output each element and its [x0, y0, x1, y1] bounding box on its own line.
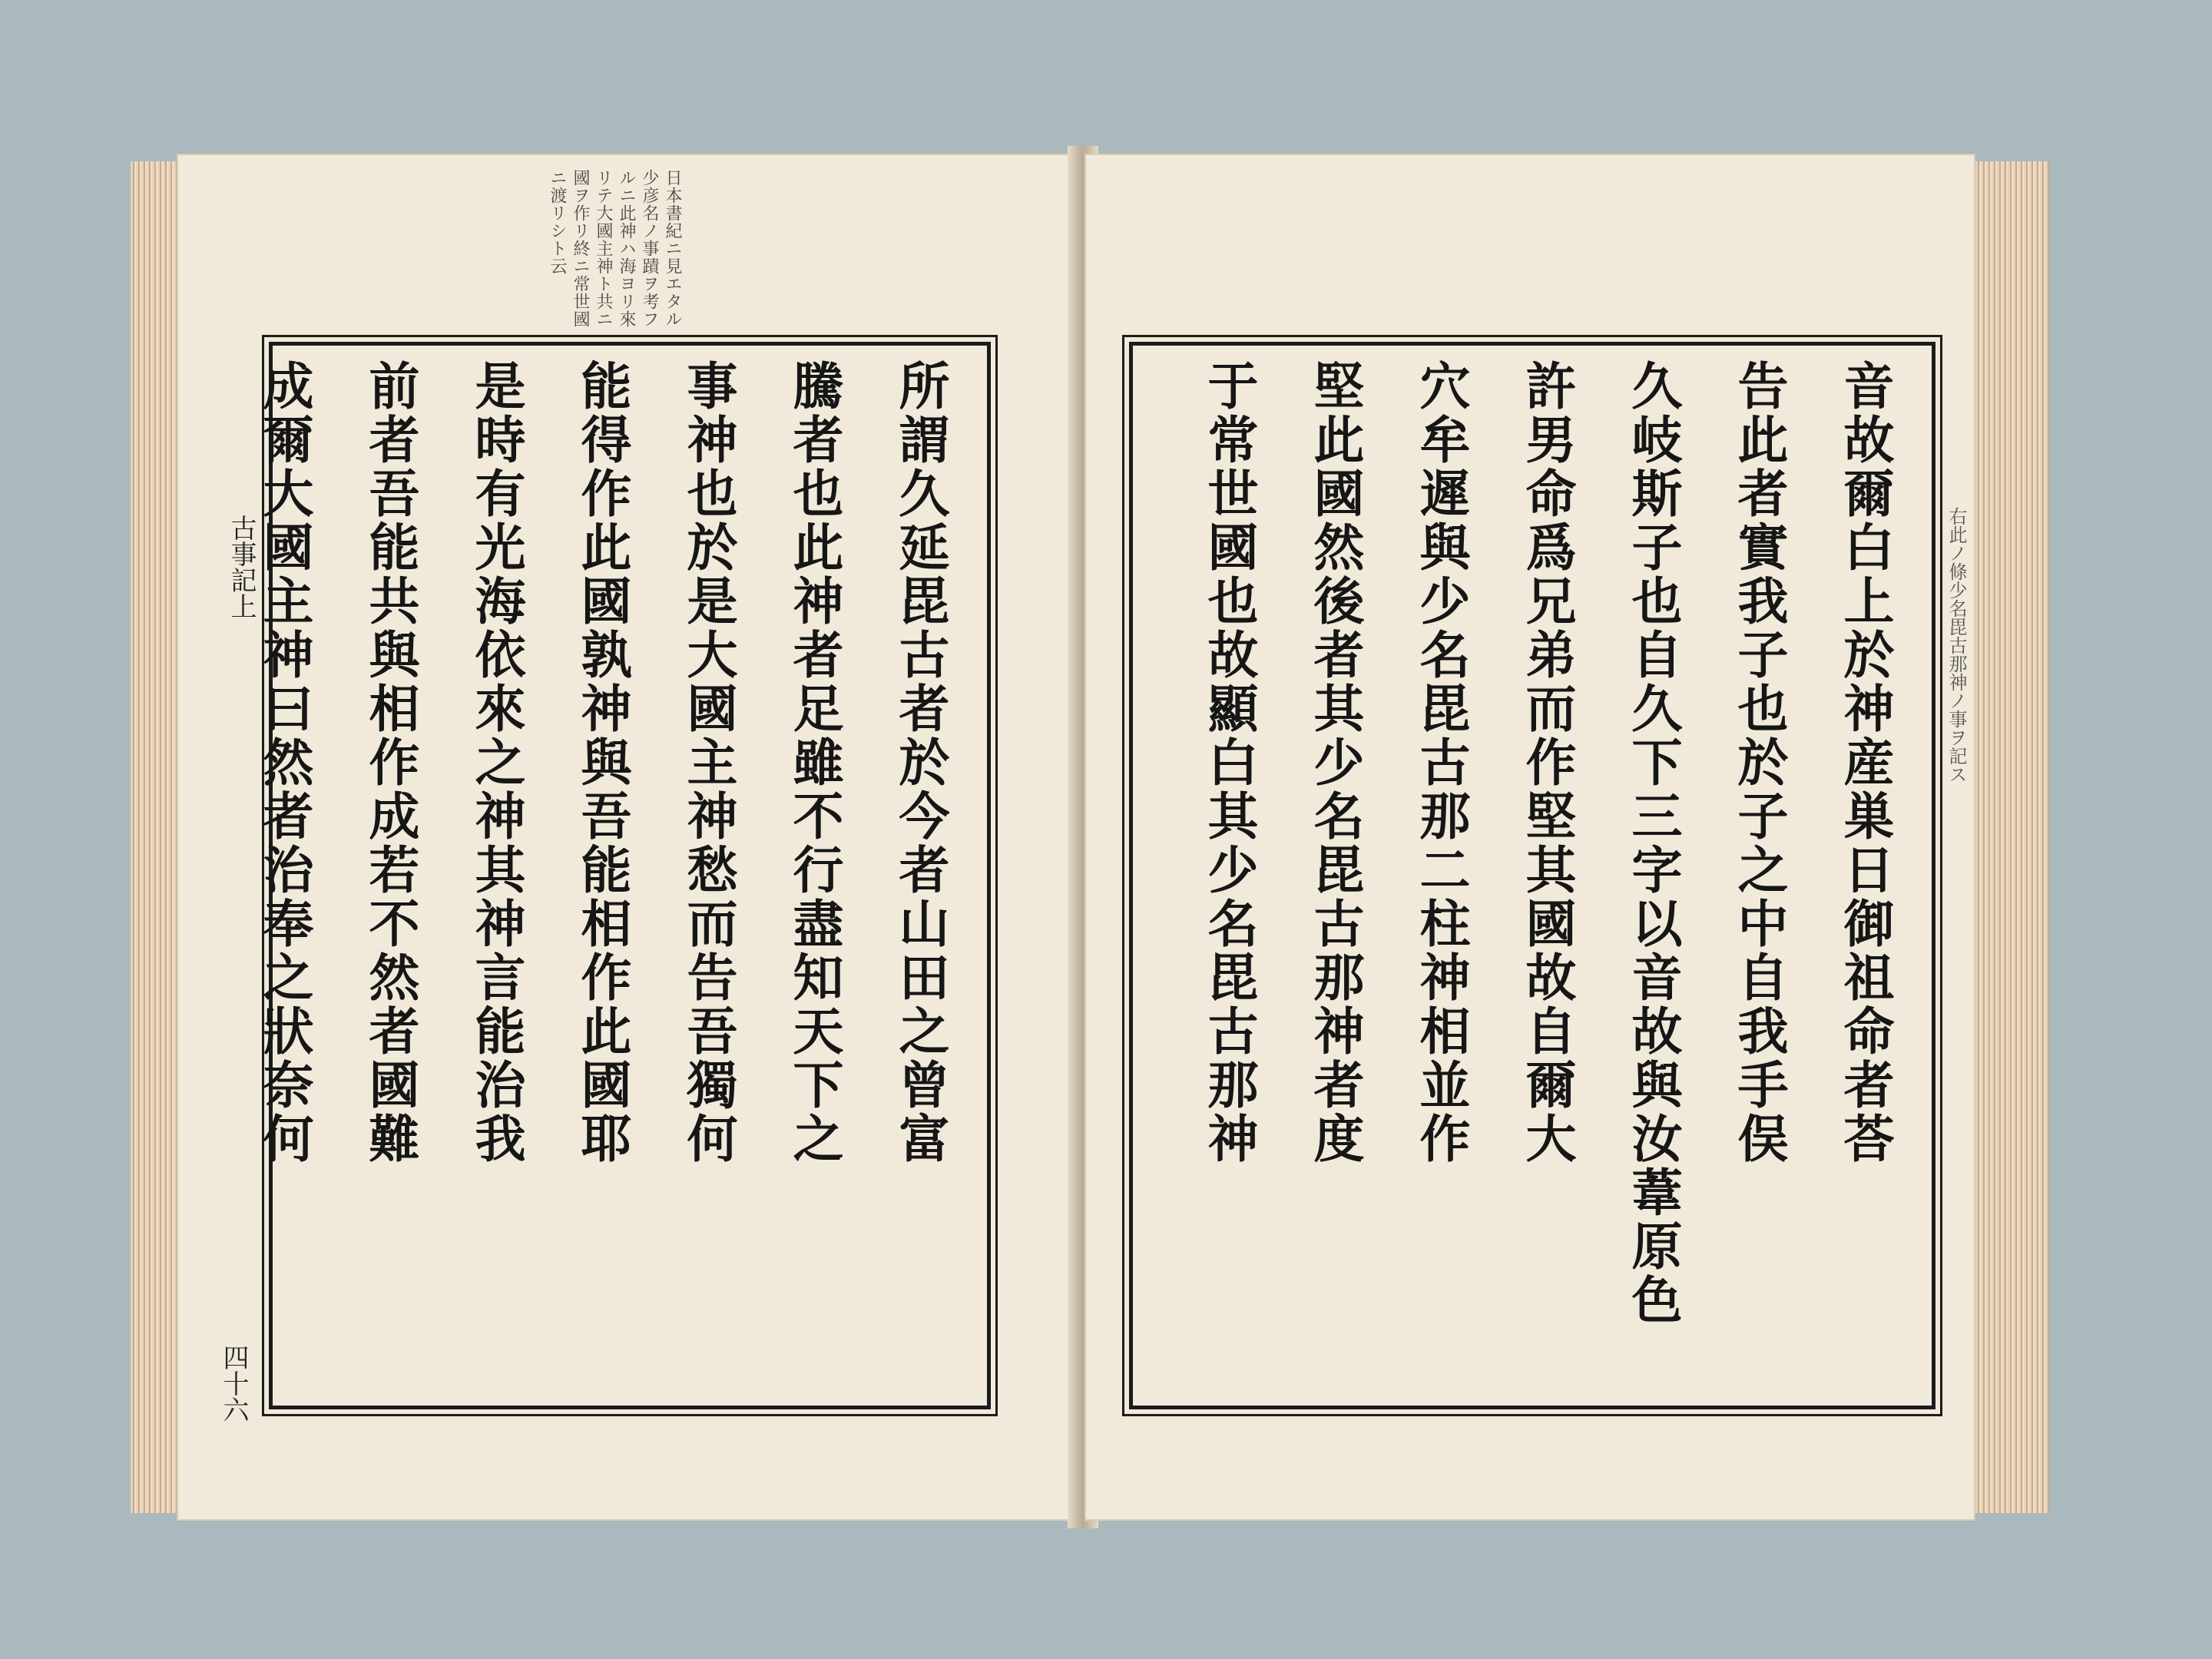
right-column-4: 許男命爲兄弟而作堅其國故自爾大	[1517, 359, 1577, 1166]
right-columns	[1147, 359, 1918, 1392]
right-text-frame	[1129, 342, 1936, 1409]
page-number: 四十六	[218, 1344, 249, 1422]
left-column-5: 是時有光海依來之神其神言能治我	[466, 359, 526, 1166]
left-column-7: 成爾大國主神曰然者治奉之狀奈何	[254, 359, 314, 1166]
right-column-3: 久岐斯子也自久下三字以音故與汝葦原色	[1623, 359, 1683, 1327]
right-column-5: 穴牟遲與少名毘古那二柱神相並作	[1411, 359, 1471, 1166]
left-columns	[254, 359, 973, 1392]
left-column-2: 騰者也此神者足雖不行盡知天下之	[784, 359, 844, 1166]
left-column-6: 前者吾能共與相作成若不然者國難	[360, 359, 420, 1166]
right-column-2: 告此者實我子也於子之中自我手俣	[1729, 359, 1789, 1166]
right-page-edges	[1975, 161, 2049, 1513]
left-text-frame	[254, 342, 991, 1409]
right-column-6: 堅此國然後者其少名毘古那神者度	[1305, 359, 1365, 1166]
right-page	[1084, 154, 1975, 1521]
left-page	[177, 154, 1083, 1521]
left-header-notes: 日本書紀ニ見エタル少彦名ノ事蹟ヲ考フルニ此神ハ海ヨリ來リテ大國主神ト共ニ國ヲ作リ終ニ常世國ニ渡リシト云	[548, 169, 682, 328]
right-margin-note: 右此ノ條少名毘古那神ノ事ヲ記ス	[1945, 507, 1967, 783]
left-column-1: 所謂久延毘古者於今者山田之曾富	[890, 359, 950, 1166]
open-book	[177, 146, 2051, 1528]
left-column-3: 事神也於是大國主神愁而告吾獨何	[678, 359, 738, 1166]
left-page-edges	[131, 161, 183, 1513]
left-column-4: 能得作此國孰神與吾能相作此國耶	[572, 359, 632, 1166]
right-column-7: 于常世國也故顯白其少名毘古那神	[1199, 359, 1259, 1166]
book-title-margin: 古事記上	[226, 515, 257, 619]
right-column-1: 音故爾白上於神産巣日御祖命者荅	[1835, 359, 1895, 1166]
